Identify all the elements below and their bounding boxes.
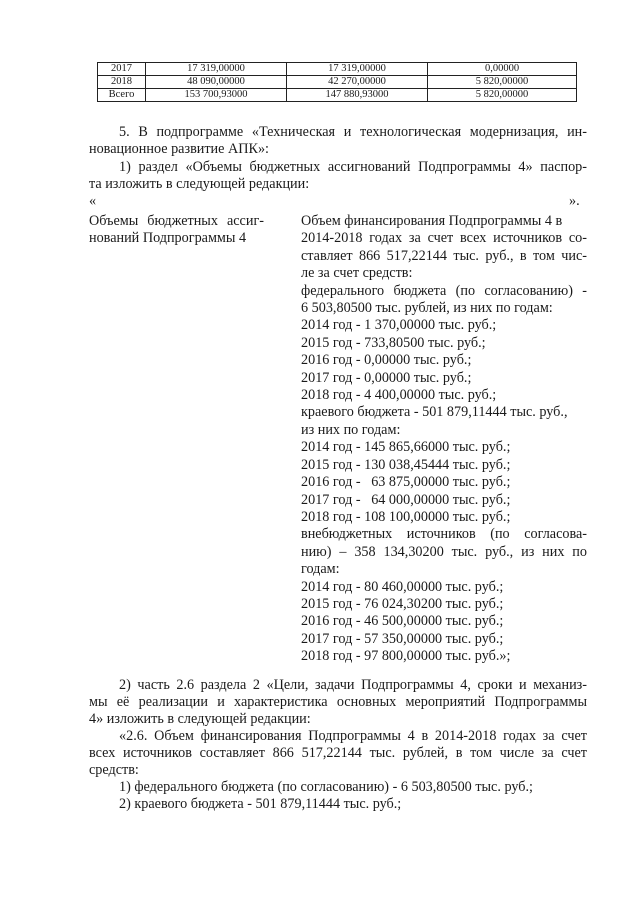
table-row — [98, 76, 577, 89]
passport-right-line: 2016 год - 46 500,00000 тыс. руб.; — [301, 613, 504, 630]
passport-left-line: нований Подпрограммы 4 — [89, 230, 247, 247]
passport-right-line: 2018 год - 108 100,00000 тыс. руб.; — [301, 508, 511, 525]
passport-right-line: Объем финансирования Подпрограммы 4 в — [301, 213, 563, 229]
table-cell: 2018 — [98, 76, 146, 89]
table-cell: 42 270,00000 — [287, 76, 428, 89]
item2-line3: 4» изложить в следующей редакции: — [89, 711, 311, 727]
passport-right-line: 2015 год - 733,80500 тыс. руб.; — [301, 334, 486, 351]
table-cell: 153 700,93000 — [146, 89, 287, 102]
open-quote: « — [89, 193, 97, 209]
passport-right-column — [301, 213, 587, 666]
passport-left-column — [89, 213, 264, 248]
passport-right-line: 2014 год - 1 370,00000 тыс. руб.; — [301, 317, 497, 334]
sec26-line5: 2) краевого бюджета - 501 879,11444 тыс. руб.; — [119, 796, 402, 812]
passport-right-line: 2017 год - 0,00000 тыс. руб.; — [301, 369, 472, 386]
table-cell: 5 820,00000 — [428, 89, 577, 102]
financing-table — [97, 62, 577, 102]
passport-right-line: 2016 год - 63 875,00000 тыс. руб.; — [301, 474, 511, 491]
passport-right-line: 2017 год - 64 000,00000 тыс. руб.; — [301, 491, 511, 508]
passport-right-line: 2018 год - 4 400,00000 тыс. руб.; — [301, 387, 497, 404]
table-cell: 0,00000 — [428, 63, 577, 76]
close-quote: ». — [569, 193, 580, 209]
table-row — [98, 63, 577, 76]
sec26-line3: средств: — [89, 762, 139, 778]
item2-line2: мы её реализации и характеристика основных мероприятий Подпрограммы — [89, 694, 587, 710]
sec26-line4: 1) федерального бюджета (по согласованию) - 6 503,80500 тыс. руб.; — [119, 779, 533, 795]
passport-right-line: 2018 год - 97 800,00000 тыс. руб.»; — [301, 648, 511, 665]
item2-line1: 2) часть 2.6 раздела 2 «Цели, задачи Подпрограммы 4, сроки и механиз- — [119, 677, 587, 693]
passport-right-line: 6 503,80500 тыс. рублей, из них по годам: — [301, 300, 553, 317]
passport-right-line: 2017 год - 57 350,00000 тыс. руб.; — [301, 630, 504, 647]
passport-right-line: 2014 год - 145 865,66000 тыс. руб.; — [301, 439, 511, 456]
passport-right-line: 2014 год - 80 460,00000 тыс. руб.; — [301, 578, 504, 595]
passport-right-line: внебюджетных источников (по согласова- — [301, 526, 587, 543]
passport-right-line: из них по годам: — [301, 421, 401, 438]
passport-right-line: ле за счет средств: — [301, 265, 413, 282]
para5-line1: 5. В подпрограмме «Техническая и технологическая модернизация, ин- — [119, 124, 587, 140]
table-row — [98, 89, 577, 102]
passport-right-line: 2015 год - 130 038,45444 тыс. руб.; — [301, 456, 511, 473]
table-cell: 5 820,00000 — [428, 76, 577, 89]
passport-right-line: 2014-2018 годах за счет всех источников со- — [301, 230, 587, 247]
table-cell: 48 090,00000 — [146, 76, 287, 89]
financing-table-body — [98, 63, 577, 102]
passport-right-line: годам: — [301, 561, 340, 578]
item1-line2: та изложить в следующей редакции: — [89, 176, 310, 192]
para5-line2: новационное развитие АПК»: — [89, 141, 269, 157]
passport-right-line: нию) – 358 134,30200 тыс. руб., из них по — [301, 543, 587, 560]
sec26-line1: «2.6. Объем финансирования Подпрограммы 4 в 2014-2018 годах за счет — [119, 728, 587, 744]
passport-right-line: федерального бюджета (по согласованию) - — [301, 282, 587, 299]
sec26-line2: всех источников составляет 866 517,22144 тыс. рублей, в том числе за счет — [89, 745, 587, 761]
table-cell: 17 319,00000 — [146, 63, 287, 76]
passport-right-line: 2015 год - 76 024,30200 тыс. руб.; — [301, 595, 504, 612]
item1-line1: 1) раздел «Объемы бюджетных ассигнований Подпрограммы 4» паспор- — [119, 159, 587, 175]
passport-left-line: Объемы бюджетных ассиг- — [89, 213, 264, 229]
passport-right-line: ставляет 866 517,22144 тыс. руб., в том чис- — [301, 247, 587, 264]
table-cell: 2017 — [98, 63, 146, 76]
table-cell: Всего — [98, 89, 146, 102]
table-cell: 147 880,93000 — [287, 89, 428, 102]
table-cell: 17 319,00000 — [287, 63, 428, 76]
passport-right-line: 2016 год - 0,00000 тыс. руб.; — [301, 352, 472, 369]
passport-right-line: краевого бюджета - 501 879,11444 тыс. руб., — [301, 404, 568, 421]
